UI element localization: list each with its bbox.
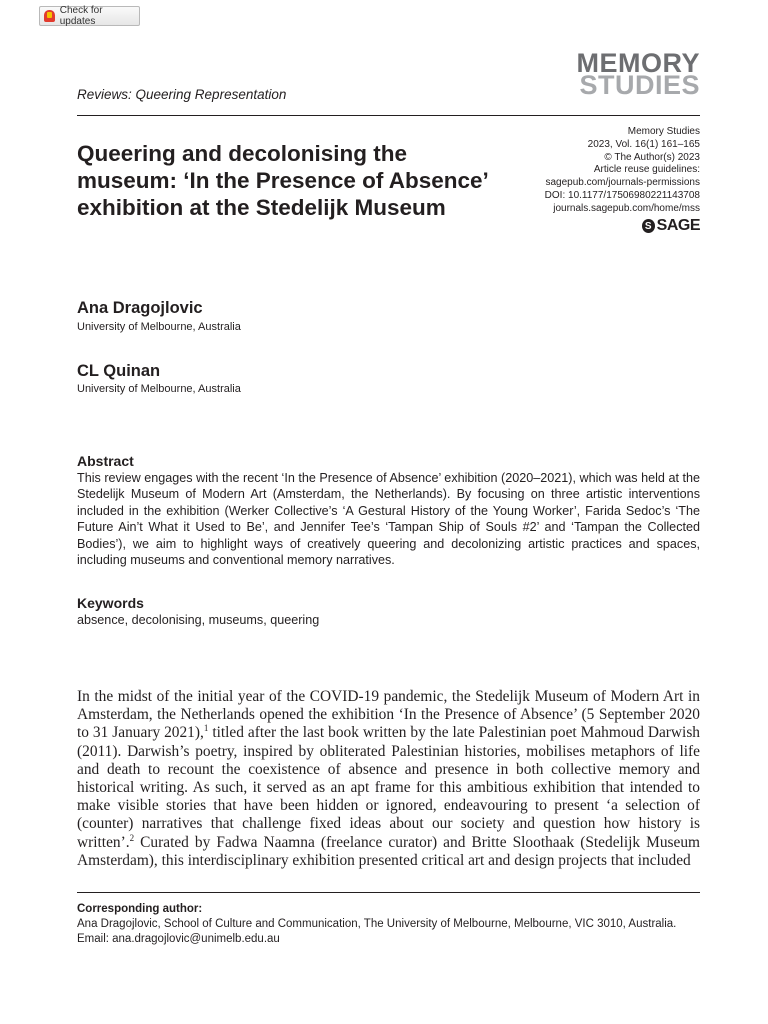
journal-name: Memory Studies [627, 126, 700, 137]
body-paragraph [77, 688, 700, 870]
body-text-part: titled after the last book written by the late Palestinian poet Mahmoud Darwish (2011). Darwish’s poetry, inspired by obliterated Palestinian histories, mobilises metaphors of life and death to recount the coexistence of absence and presence in both collective memory and historical writing. As such, it served as an apt frame for this ambitious exhibition that intended to make visible stories that have been hidden or ignored, endeavouring to present ‘a selection of (counter) narratives that challenge fixed ideas about our society and question how history is written’. [77, 724, 701, 851]
body-text-part: In the midst of the initial year of the COVID-19 pandemic, the Stedelijk Museum of Modern Art in Amsterdam, the Netherlands opened the exhibition ‘In the Presence of Absence’ (5 September 2020 to 31 January 2021), [77, 688, 700, 742]
keywords-text: absence, decolonising, museums, queering [77, 613, 320, 627]
footnote-ref[interactable]: 1 [203, 723, 209, 734]
journal-info [545, 126, 700, 216]
journal-logo [576, 48, 701, 100]
section-label: Reviews: Queering Representation [77, 87, 287, 102]
author-name: CL Quinan [77, 362, 161, 380]
footer-rule [77, 892, 700, 893]
journal-homepage-link[interactable]: journals.sagepub.com/home/mss [553, 202, 700, 214]
logo-line-2: STUDIES [579, 70, 700, 100]
permissions-link[interactable]: sagepub.com/journals-permissions [545, 177, 700, 189]
author-name: Ana Dragojlovic [77, 299, 203, 317]
author-affiliation: University of Melbourne, Australia [77, 321, 241, 333]
keywords-heading: Keywords [77, 595, 144, 611]
corresponding-author-label: Corresponding author: [77, 903, 203, 915]
doi[interactable]: DOI: 10.1177/17506980221143708 [544, 189, 700, 201]
abstract-heading: Abstract [77, 453, 134, 469]
crossmark-icon [44, 10, 55, 22]
footnote-ref[interactable]: 2 [129, 832, 135, 843]
check-for-updates-label: Check for updates [59, 5, 103, 27]
corresponding-email[interactable]: Email: ana.dragojlovic@unimelb.edu.au [77, 933, 280, 945]
reuse-guidelines: Article reuse guidelines: [593, 164, 700, 176]
header-rule [77, 115, 700, 116]
article-title: Queering and decolonising the museum: ‘In the Presence of Absence’ exhibition at the Stedelijk Museum [77, 141, 488, 220]
body-text-part: Curated by Fadwa Naamna (freelance curator) and Britte Sloothaak (Stedelijk Museum Amsterdam), this interdisciplinary exhibition presented critical art and design projects that included [77, 833, 700, 869]
corresponding-address: Ana Dragojlovic, School of Culture and Communication, The University of Melbourne, Melbourne, VIC 3010, Australia. [77, 918, 677, 930]
journal-volume: 2023, Vol. 16(1) 161–165 [587, 138, 700, 150]
sage-s-icon: S [642, 219, 655, 233]
abstract-text: This review engages with the recent ‘In the Presence of Absence’ exhibition (2020–2021), which was held at the Stedelijk Museum of Modern Art (Amsterdam, the Netherlands). By focusing on three artistic interventions included in the exhibition (Werker Collective’s ‘A Gestural History of the Young Worker’, Farida Sedoc’s ‘The Future Ain’t What it Used to Be’, and Jennifer Tee’s ‘Tampan Ship of Souls #2’ and ‘Tampan the Collected Bodies’), we aim to highlight ways of creatively queering and decolonizing artistic practices and spaces, including museums and conventional memory narratives. [77, 471, 700, 568]
copyright: © The Author(s) 2023 [604, 151, 700, 163]
author-affiliation: University of Melbourne, Australia [77, 383, 241, 395]
logo-line-1: MEMORY [576, 48, 700, 78]
publisher-logo [642, 217, 700, 235]
publisher-name: SAGE [656, 217, 700, 234]
check-for-updates-button[interactable] [39, 6, 140, 26]
